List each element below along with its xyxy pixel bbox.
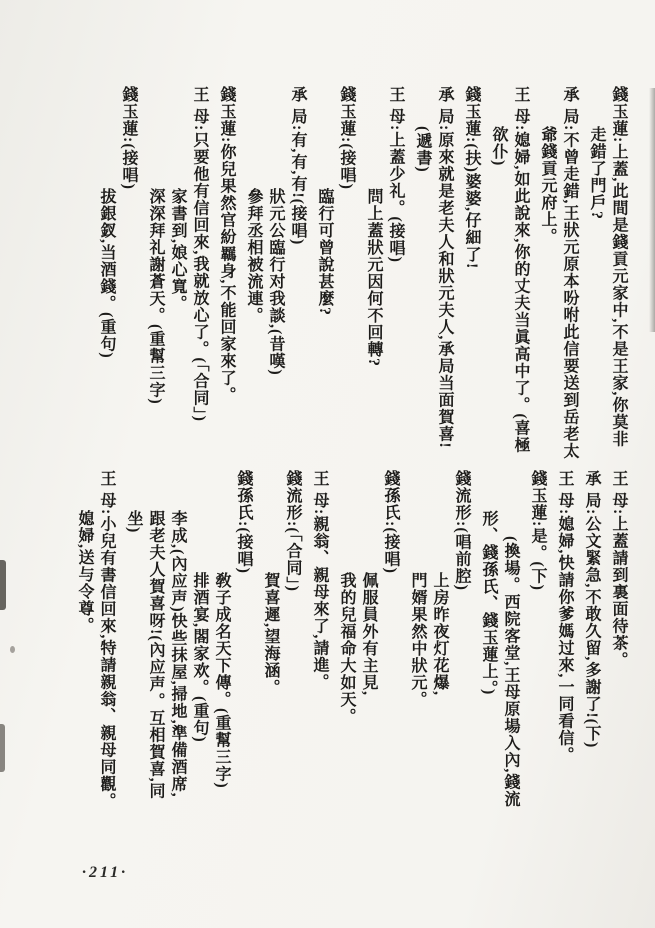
dialogue-text: 上蓋少礼。(接唱) <box>387 131 404 263</box>
speech-line <box>585 86 629 462</box>
ink-speck <box>10 646 15 653</box>
dialogue-continuation: 李成,(內应声)快些抹屋,掃地,準備酒席,跟老夫人賀喜呀!(內应声。互相賀喜,同坐) <box>125 510 186 800</box>
speech-block <box>95 86 139 462</box>
speaker-name: 王 母: <box>556 470 573 516</box>
speech-block <box>460 86 482 462</box>
dialogue-text: 上蓋,此間是錢貢元家中,不是王家,你莫非走錯了門戶? <box>588 126 627 448</box>
dialogue-text: 媳婦,如此說來,你的丈夫当眞高中了。(喜極欲仆) <box>490 126 529 454</box>
lyric-line: 家書到,娘心寬。 <box>169 188 186 312</box>
speech-block <box>73 470 117 810</box>
dialogue-text: 你兒果然官紛羈身,不能回家來了。 <box>218 143 235 404</box>
speech-block <box>242 86 308 462</box>
dialogue-text: (「合同」) <box>284 527 301 592</box>
speech-line <box>536 86 580 462</box>
dialogue-text: (接唱) <box>120 143 137 190</box>
speech-block <box>536 86 580 462</box>
lyric-line: 臨行可曾說甚麼? <box>316 188 333 316</box>
speaker-name: 王 母: <box>610 470 627 516</box>
dialogue-text: 不曾走錯,王狀元原本吩咐此信要送到岳老太爺錢貢元府上。 <box>539 126 578 460</box>
speech-line <box>281 470 303 810</box>
stage-direction-block <box>477 470 521 810</box>
speaker-name: 王 母: <box>512 86 529 132</box>
speech-line <box>450 470 472 810</box>
speech-line <box>335 86 357 462</box>
speech-line <box>215 86 237 462</box>
stage-direction: (換場。西院客堂,王母原場入內,錢流形、錢孫氏、錢玉蓮上。) <box>480 510 519 808</box>
speech-block <box>308 470 330 810</box>
dialogue-text: 上蓋請到裏面待茶。 <box>610 515 627 669</box>
speaker-name: 承 局: <box>583 470 600 516</box>
lyric-line: 排酒宴,閤家欢。(重句) <box>191 572 208 743</box>
speech-line <box>188 86 210 462</box>
ink-smudge <box>0 724 5 772</box>
speaker-name: 錢流形: <box>284 470 301 528</box>
speech-line <box>553 470 575 810</box>
speaker-name: 王 母: <box>191 86 208 132</box>
speaker-name: 王 母: <box>98 470 115 516</box>
lyric-line: 參拜丞相被流連。 <box>245 188 262 324</box>
speech-block <box>526 470 548 810</box>
speech-block <box>313 86 357 462</box>
lyric-line: 門婿果然中狀元。 <box>409 572 426 708</box>
dialogue-text: 小兒有書信回來,特請親翁、親母同觀。媳婦,送与令尊。 <box>76 510 115 810</box>
speaker-name: 承 局: <box>436 86 453 132</box>
speech-block <box>553 470 575 810</box>
lyric-line: 拔銀釵,当酒錢。(重句) <box>98 188 115 359</box>
speech-line <box>607 470 629 810</box>
dialogue-text: 親翁、親母來了,請進。 <box>311 515 328 691</box>
dialogue-text: (接唱) <box>382 527 399 574</box>
speech-block <box>362 86 406 462</box>
speaker-name: 王 母: <box>311 470 328 516</box>
speech-line <box>232 470 254 810</box>
speech-block <box>335 470 401 810</box>
dialogue-text: 有,有,有!(接唱) <box>289 131 306 246</box>
lyric-line: 狀元公臨行对我談,(昔嘆) <box>267 188 284 376</box>
speech-block <box>580 470 602 810</box>
speaker-name: 王 母: <box>387 86 404 132</box>
speech-line <box>384 86 406 462</box>
speaker-name: 承 局: <box>561 86 578 132</box>
speech-line <box>580 470 602 810</box>
speech-line <box>73 470 117 810</box>
speaker-name: 錢玉蓮: <box>610 86 627 144</box>
speech-block <box>607 470 629 810</box>
speaker-name: 錢玉蓮: <box>338 86 355 144</box>
lyric-line: 我的兒福命大如天。 <box>338 572 355 725</box>
lyric-line: 深深拜礼謝蒼天。(重幫三字) <box>147 188 164 405</box>
lower-register <box>25 470 629 810</box>
speaker-name: 錢玉蓮: <box>463 86 480 144</box>
speech-block <box>122 470 254 810</box>
dialogue-text: (接唱) <box>338 143 355 190</box>
dialogue-text: (唱前腔) <box>453 527 470 591</box>
speech-line <box>526 470 548 810</box>
dialogue-text: (扶)婆婆,仔細了! <box>463 143 480 270</box>
dialogue-text: 是。(下) <box>529 527 546 591</box>
dialogue-text: (接唱) <box>235 527 252 574</box>
speaker-name: 錢孫氏: <box>235 470 252 528</box>
speech-block <box>144 86 210 462</box>
speech-line <box>379 470 401 810</box>
speech-block <box>411 86 455 462</box>
speech-line <box>411 86 455 462</box>
page-number: ·211· <box>82 864 129 881</box>
speech-block <box>487 86 531 462</box>
speech-line <box>117 86 139 462</box>
lyric-line: 問上蓋狀元因何不回轉? <box>365 188 382 367</box>
speech-block <box>259 470 303 810</box>
speaker-name: 承 局: <box>289 86 306 132</box>
speaker-name: 錢流形: <box>453 470 470 528</box>
dialogue-text: 公文緊急,不敢久留,多謝了!(下) <box>583 515 600 749</box>
dialogue-text: 媳婦,快請你爹媽过來,一同看信。 <box>556 515 573 764</box>
speaker-name: 錢玉蓮: <box>218 86 235 144</box>
speaker-name: 錢玉蓮: <box>120 86 137 144</box>
speech-block <box>585 86 629 462</box>
lyric-line: 上房昨夜灯花爆, <box>431 572 448 696</box>
dialogue-text: 只要他有信回來,我就放心了。(「合同」) <box>191 131 208 422</box>
speaker-name: 錢孫氏: <box>382 470 399 528</box>
ink-smudge <box>0 560 6 610</box>
speech-line <box>460 86 482 462</box>
lyric-line: 賀喜遲,望海涵。 <box>262 572 279 696</box>
speech-line <box>487 86 531 462</box>
speaker-name: 錢玉蓮: <box>529 470 546 528</box>
upper-register <box>25 86 629 462</box>
dialogue-text: 原來就是老夫人和狀元夫人,承局当面賀喜!(遞書) <box>414 126 453 449</box>
speech-line <box>286 86 308 462</box>
binding-shadow <box>649 88 655 332</box>
lyric-line: 佩服員外有主見, <box>360 572 377 696</box>
speech-block <box>406 470 472 810</box>
speech-block <box>215 86 237 462</box>
lyric-line: 敎子成名天下傳。(重幫三字) <box>213 572 230 789</box>
speech-line <box>308 470 330 810</box>
